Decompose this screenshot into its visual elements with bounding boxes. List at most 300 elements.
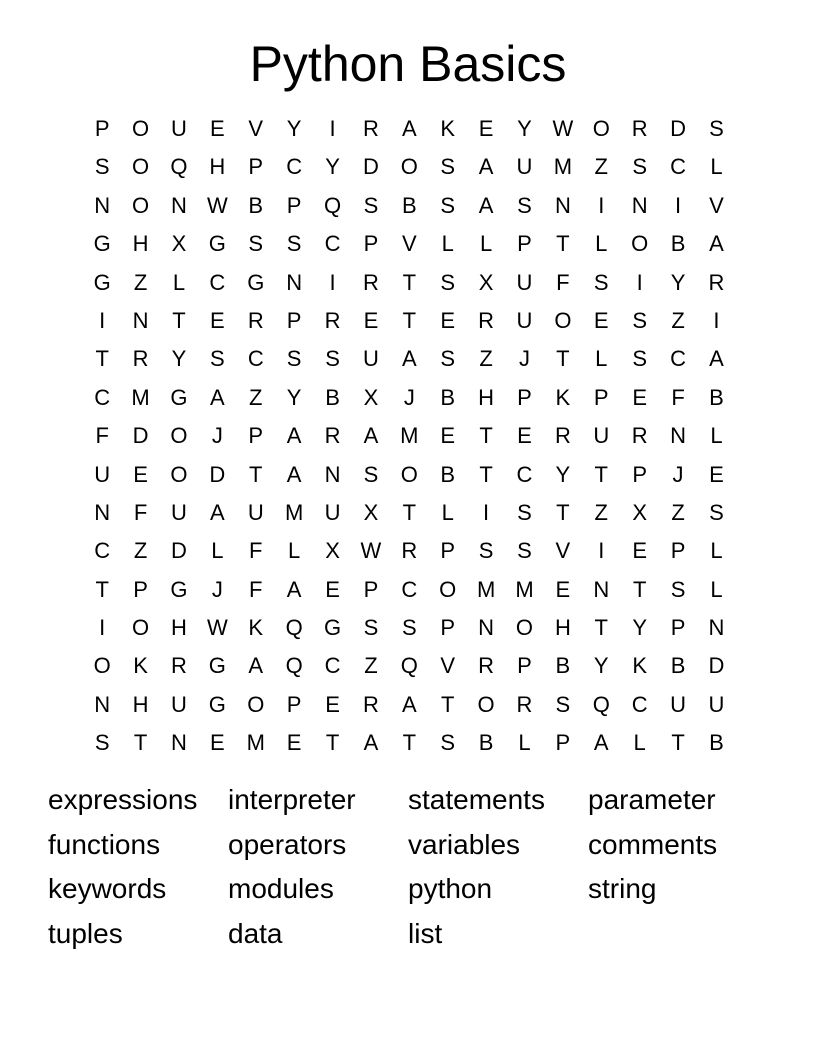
grid-letter: R xyxy=(631,423,648,449)
grid-letter: U xyxy=(516,269,533,295)
grid-row xyxy=(83,187,736,225)
grid-letter: U xyxy=(171,691,187,717)
grid-letter: P xyxy=(286,192,302,218)
grid-letter: F xyxy=(95,423,109,449)
grid-letter: U xyxy=(94,461,111,487)
grid-letter: O xyxy=(132,116,150,141)
grid-letter: E xyxy=(632,538,647,564)
grid-letter: P xyxy=(440,615,456,641)
grid-letter: Z xyxy=(671,307,685,333)
grid-letter: S xyxy=(632,154,647,180)
grid-letter: N xyxy=(132,307,149,333)
grid-letter: T xyxy=(249,461,263,487)
grid-letter: E xyxy=(325,576,340,602)
grid-letter: B xyxy=(478,730,494,756)
grid-letter: C xyxy=(401,576,418,602)
grid-letter: R xyxy=(247,307,264,333)
grid-letter: Y xyxy=(593,653,609,679)
grid-letter: Y xyxy=(171,346,187,372)
grid-letter: U xyxy=(362,346,379,372)
grid-row xyxy=(83,379,736,417)
grid-letter: Q xyxy=(285,653,303,679)
grid-letter: P xyxy=(286,307,302,333)
grid-letter: O xyxy=(400,461,418,487)
grid-row xyxy=(83,302,736,340)
grid-letter: Y xyxy=(286,384,302,410)
grid-letter: A xyxy=(593,730,609,756)
grid-letter: A xyxy=(286,576,302,602)
grid-letter: G xyxy=(93,269,111,295)
grid-letter: L xyxy=(288,538,301,564)
grid-letter: D xyxy=(362,154,379,180)
word-bank-item: functions xyxy=(48,828,161,860)
grid-letter: Y xyxy=(325,154,340,180)
grid-letter: X xyxy=(325,538,340,564)
grid-row xyxy=(83,148,736,186)
grid-row xyxy=(83,494,736,532)
grid-letter: P xyxy=(286,691,302,717)
grid-letter: U xyxy=(516,154,533,180)
page-title: Python Basics xyxy=(249,36,567,92)
grid-letter: G xyxy=(247,269,265,295)
grid-letter: E xyxy=(632,384,647,410)
grid-letter: S xyxy=(94,154,110,180)
grid-row xyxy=(83,225,736,263)
grid-letter: T xyxy=(402,499,417,525)
grid-letter: H xyxy=(132,691,149,717)
word-bank-item: operators xyxy=(228,828,347,860)
grid-letter: F xyxy=(249,576,263,602)
grid-letter: P xyxy=(632,461,647,487)
grid-letter: A xyxy=(286,461,302,487)
grid-letter: J xyxy=(672,461,684,487)
grid-letter: C xyxy=(670,346,686,372)
grid-letter: I xyxy=(598,192,605,218)
grid-letter: B xyxy=(440,384,456,410)
grid-letter: N xyxy=(94,499,111,525)
grid-letter: S xyxy=(440,192,456,218)
grid-letter: E xyxy=(478,116,494,141)
grid-letter: J xyxy=(403,384,415,410)
grid-letter: H xyxy=(132,231,149,257)
grid-letter: Q xyxy=(400,653,418,679)
grid-letter: Z xyxy=(479,346,493,372)
grid-letter: M xyxy=(553,154,573,180)
grid-letter: O xyxy=(93,653,111,679)
grid-letter: Z xyxy=(249,384,263,410)
grid-letter: M xyxy=(131,384,150,410)
grid-row xyxy=(83,532,736,570)
word-bank-item: list xyxy=(408,918,443,950)
grid-row xyxy=(83,724,736,762)
grid-letter: G xyxy=(93,231,111,257)
grid-letter: G xyxy=(170,384,188,410)
grid-letter: W xyxy=(360,538,382,564)
grid-letter: T xyxy=(95,346,109,372)
grid-letter: N xyxy=(171,730,187,756)
grid-letter: G xyxy=(323,615,342,641)
grid-letter: R xyxy=(362,116,379,141)
grid-letter: Y xyxy=(670,269,686,295)
grid-letter: S xyxy=(286,346,302,372)
grid-letter: U xyxy=(516,307,533,333)
grid-letter: L xyxy=(595,346,608,372)
grid-letter: E xyxy=(210,730,225,756)
grid-letter: N xyxy=(171,192,187,218)
grid-letter: Y xyxy=(555,461,571,487)
grid-letter: V xyxy=(248,116,264,141)
grid-letter: F xyxy=(133,499,148,525)
grid-letter: S xyxy=(440,269,456,295)
grid-letter: V xyxy=(555,538,571,564)
grid-letter: S xyxy=(709,116,724,141)
grid-letter: U xyxy=(324,499,341,525)
grid-letter: S xyxy=(363,461,379,487)
grid-letter: W xyxy=(552,116,574,141)
grid-letter: R xyxy=(362,691,379,717)
grid-letter: K xyxy=(555,384,571,410)
grid-letter: U xyxy=(247,499,264,525)
grid-letter: M xyxy=(515,576,534,602)
word-bank-item: tuples xyxy=(48,918,123,950)
grid-letter: D xyxy=(209,461,226,487)
grid-letter: S xyxy=(401,615,417,641)
grid-letter: C xyxy=(209,269,226,295)
grid-letter: A xyxy=(210,499,225,525)
grid-letter: T xyxy=(325,730,340,756)
grid-letter: A xyxy=(401,691,417,717)
grid-letter: C xyxy=(324,231,341,257)
grid-letter: L xyxy=(479,231,493,257)
grid-letter: N xyxy=(94,691,111,717)
grid-letter: R xyxy=(171,653,187,679)
grid-row xyxy=(83,340,736,378)
grid-letter: I xyxy=(713,307,720,333)
grid-letter: A xyxy=(478,154,494,180)
grid-letter: N xyxy=(708,615,725,641)
grid-letter: L xyxy=(633,730,646,756)
grid-letter: B xyxy=(709,384,724,410)
grid-letter: S xyxy=(478,538,494,564)
grid-letter: O xyxy=(247,691,265,717)
grid-letter: T xyxy=(402,730,417,756)
grid-letter: A xyxy=(401,116,417,141)
grid-letter: R xyxy=(554,423,571,449)
grid-letter: M xyxy=(246,730,265,756)
grid-letter: C xyxy=(324,653,341,679)
grid-letter: S xyxy=(709,499,724,525)
grid-letter: R xyxy=(478,653,495,679)
grid-letter: H xyxy=(209,154,226,180)
grid-letter: T xyxy=(556,231,570,257)
grid-letter: S xyxy=(517,499,532,525)
grid-letter: Z xyxy=(671,499,685,525)
grid-letter: R xyxy=(362,269,379,295)
grid-letter: Y xyxy=(632,615,647,641)
grid-letter: T xyxy=(594,615,608,641)
grid-letter: R xyxy=(708,269,725,295)
grid-letter: E xyxy=(363,307,379,333)
grid-letter: U xyxy=(708,691,725,717)
grid-letter: S xyxy=(670,576,686,602)
grid-letter: E xyxy=(325,691,340,717)
grid-letter: P xyxy=(517,384,532,410)
grid-letter: L xyxy=(441,231,454,257)
word-bank-item: modules xyxy=(228,873,334,905)
grid-letter: C xyxy=(516,461,533,487)
grid-letter: B xyxy=(555,653,571,679)
grid-letter: N xyxy=(554,192,571,218)
grid-row xyxy=(83,647,736,685)
grid-letter: L xyxy=(710,423,723,449)
grid-letter: S xyxy=(517,538,532,564)
grid-letter: E xyxy=(440,307,456,333)
grid-letter: P xyxy=(133,576,148,602)
grid-letter: E xyxy=(133,461,148,487)
grid-letter: B xyxy=(325,384,340,410)
grid-letter: C xyxy=(286,154,303,180)
grid-letter: N xyxy=(324,461,341,487)
grid-letter: P xyxy=(440,538,456,564)
grid-letter: A xyxy=(363,423,379,449)
letter-grid xyxy=(83,110,736,763)
grid-letter: Z xyxy=(133,269,148,295)
grid-letter: P xyxy=(593,384,609,410)
grid-letter: B xyxy=(670,231,686,257)
grid-row xyxy=(83,571,736,609)
grid-row xyxy=(83,264,736,302)
grid-letter: I xyxy=(99,307,106,333)
grid-letter: P xyxy=(555,730,571,756)
grid-letter: O xyxy=(477,691,495,717)
grid-letter: C xyxy=(247,346,264,372)
grid-letter: V xyxy=(440,653,456,679)
grid-letter: H xyxy=(171,615,187,641)
grid-letter: B xyxy=(401,192,417,218)
grid-letter: I xyxy=(99,615,106,641)
grid-row xyxy=(83,686,736,724)
grid-letter: N xyxy=(478,615,495,641)
grid-letter: J xyxy=(211,423,223,449)
grid-letter: A xyxy=(248,653,264,679)
grid-letter: U xyxy=(593,423,610,449)
grid-letter: B xyxy=(440,461,456,487)
grid-letter: L xyxy=(710,538,723,564)
grid-row xyxy=(83,609,736,647)
grid-letter: K xyxy=(133,653,148,679)
word-bank-item: variables xyxy=(408,828,521,860)
grid-letter: O xyxy=(592,116,610,141)
grid-letter: P xyxy=(363,576,379,602)
grid-letter: J xyxy=(211,576,223,602)
grid-letter: Y xyxy=(517,116,532,141)
grid-letter: S xyxy=(363,192,379,218)
grid-letter: S xyxy=(555,691,571,717)
grid-letter: S xyxy=(286,231,302,257)
grid-letter: O xyxy=(132,615,150,641)
grid-letter: J xyxy=(518,346,530,372)
grid-letter: E xyxy=(210,116,225,141)
grid-letter: M xyxy=(476,576,496,602)
word-bank-item: string xyxy=(588,873,657,905)
grid-letter: T xyxy=(133,730,148,756)
grid-letter: O xyxy=(400,154,418,180)
grid-letter: E xyxy=(555,576,571,602)
grid-letter: R xyxy=(132,346,149,372)
grid-letter: N xyxy=(631,192,648,218)
grid-letter: P xyxy=(517,653,532,679)
grid-letter: I xyxy=(329,269,336,295)
grid-letter: T xyxy=(556,499,570,525)
grid-letter: G xyxy=(170,576,188,602)
grid-letter: D xyxy=(670,116,686,141)
grid-letter: Q xyxy=(285,615,303,641)
grid-letter: A xyxy=(286,423,302,449)
grid-letter: O xyxy=(170,423,188,449)
grid-letter: F xyxy=(249,538,263,564)
grid-letter: O xyxy=(515,615,534,641)
grid-letter: T xyxy=(402,269,417,295)
grid-letter: X xyxy=(632,499,647,525)
grid-letter: E xyxy=(593,307,609,333)
word-bank-item: keywords xyxy=(48,873,167,905)
grid-letter: Q xyxy=(592,691,610,717)
word-bank-item: expressions xyxy=(48,784,198,815)
grid-letter: Z xyxy=(594,499,608,525)
grid-letter: E xyxy=(517,423,532,449)
grid-letter: T xyxy=(479,423,493,449)
grid-letter: P xyxy=(248,423,264,449)
grid-letter: T xyxy=(440,691,455,717)
grid-letter: P xyxy=(517,231,532,257)
grid-letter: T xyxy=(479,461,493,487)
grid-letter: I xyxy=(674,192,682,218)
grid-letter: R xyxy=(401,538,418,564)
grid-letter: X xyxy=(363,499,379,525)
grid-letter: S xyxy=(248,231,264,257)
grid-row xyxy=(83,456,736,494)
grid-letter: S xyxy=(632,307,647,333)
grid-letter: F xyxy=(556,269,570,295)
grid-letter: R xyxy=(324,307,341,333)
grid-letter: S xyxy=(440,154,456,180)
word-bank-item: interpreter xyxy=(228,784,356,815)
grid-letter: S xyxy=(440,346,456,372)
grid-letter: A xyxy=(709,346,724,372)
grid-letter: K xyxy=(632,653,647,679)
grid-letter: Z xyxy=(364,653,378,679)
grid-letter: T xyxy=(594,461,608,487)
grid-letter: O xyxy=(554,307,572,333)
grid-letter: W xyxy=(206,192,228,218)
grid-letter: S xyxy=(632,346,647,372)
grid-letter: K xyxy=(248,615,264,641)
grid-letter: S xyxy=(94,730,110,756)
grid-letter: Q xyxy=(170,154,188,180)
grid-letter: E xyxy=(440,423,456,449)
grid-letter: O xyxy=(631,231,649,257)
grid-letter: N xyxy=(593,576,610,602)
grid-letter: L xyxy=(710,154,723,180)
grid-letter: L xyxy=(172,269,186,295)
grid-letter: D xyxy=(132,423,149,449)
grid-row xyxy=(83,417,736,455)
grid-letter: F xyxy=(671,384,685,410)
grid-letter: I xyxy=(598,538,605,564)
grid-letter: L xyxy=(595,231,608,257)
grid-letter: G xyxy=(208,653,226,679)
grid-letter: K xyxy=(440,116,456,141)
grid-letter: P xyxy=(670,538,686,564)
grid-letter: Y xyxy=(286,116,302,141)
grid-letter: P xyxy=(94,116,110,141)
grid-letter: A xyxy=(401,346,417,372)
grid-letter: A xyxy=(709,231,724,257)
word-bank-item: statements xyxy=(408,784,545,815)
grid-letter: G xyxy=(208,691,226,717)
grid-letter: X xyxy=(478,269,494,295)
grid-letter: U xyxy=(171,116,187,141)
grid-letter: T xyxy=(671,730,685,756)
grid-letter: Q xyxy=(323,192,342,218)
grid-letter: P xyxy=(248,154,264,180)
grid-letter: O xyxy=(170,461,188,487)
grid-letter: A xyxy=(478,192,494,218)
word-bank-item: data xyxy=(228,918,283,950)
grid-letter: O xyxy=(439,576,457,602)
grid-letter: S xyxy=(210,346,225,372)
grid-letter: E xyxy=(286,730,302,756)
grid-letter: T xyxy=(172,307,186,333)
grid-letter: B xyxy=(709,730,724,756)
grid-letter: E xyxy=(210,307,225,333)
word-bank xyxy=(48,778,768,957)
grid-letter: L xyxy=(710,576,723,602)
grid-letter: S xyxy=(325,346,340,372)
grid-letter: V xyxy=(401,231,417,257)
grid-letter: R xyxy=(478,307,495,333)
word-bank-item: python xyxy=(408,873,493,905)
grid-letter: C xyxy=(94,538,111,564)
grid-letter: D xyxy=(708,653,725,679)
grid-letter: E xyxy=(709,461,724,487)
grid-letter: S xyxy=(440,730,456,756)
grid-letter: O xyxy=(132,192,150,218)
grid-letter: P xyxy=(363,231,379,257)
grid-letter: M xyxy=(400,423,419,449)
grid-letter: L xyxy=(211,538,224,564)
grid-letter: T xyxy=(632,576,647,602)
word-bank-item: comments xyxy=(588,828,718,860)
grid-letter: U xyxy=(171,499,187,525)
grid-letter: N xyxy=(286,269,303,295)
word-bank-item: parameter xyxy=(588,784,716,815)
grid-letter: T xyxy=(402,307,417,333)
grid-letter: Z xyxy=(594,154,608,180)
grid-letter: R xyxy=(631,116,648,141)
grid-letter: X xyxy=(363,384,379,410)
grid-letter: R xyxy=(324,423,341,449)
grid-letter: S xyxy=(363,615,379,641)
grid-letter: C xyxy=(631,691,648,717)
grid-letter: N xyxy=(670,423,686,449)
grid-letter: H xyxy=(478,384,495,410)
grid-letter: T xyxy=(556,346,570,372)
grid-letter: I xyxy=(483,499,490,525)
grid-letter: S xyxy=(593,269,609,295)
grid-letter: A xyxy=(363,730,379,756)
grid-letter: L xyxy=(518,730,531,756)
